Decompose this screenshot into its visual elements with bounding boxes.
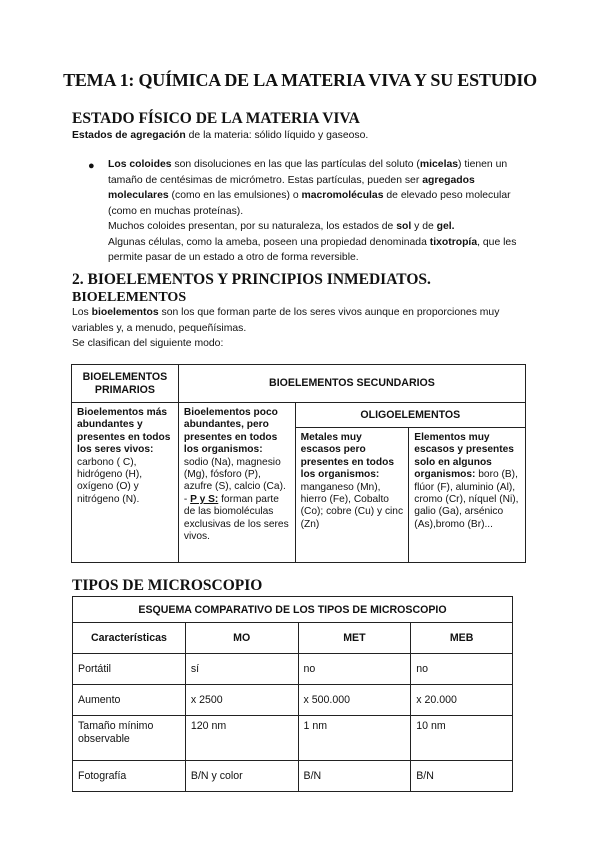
bio-text-1: Los xyxy=(72,307,92,318)
primarios-text: carbono ( C), hidrógeno (H), oxígeno (O) y nitrógeno (N). xyxy=(77,456,143,505)
cell-met: 1 nm xyxy=(298,716,411,761)
cell-meb: 10 nm xyxy=(411,716,513,761)
states-paragraph xyxy=(72,128,532,144)
cell-mo: x 2500 xyxy=(185,685,298,716)
page-title: TEMA 1: QUÍMICA DE LA MATERIA VIVA Y SU ESTUDIO xyxy=(63,70,537,90)
header-secundarios: BIOELEMENTOS SECUNDARIOS xyxy=(178,365,525,403)
metales-bold: Metales muy escasos pero presentes en todos los organismos: xyxy=(300,432,395,481)
muy-escasos-text: boro (B), flúor (F), aluminio (Al), cromo (Cr), níquel (Ni), galio (Ga), arsénico (As),bromo (Br)... xyxy=(414,469,519,530)
section-heading-microscopio: TIPOS DE MICROSCOPIO xyxy=(72,577,263,594)
row-label: Fotografía xyxy=(73,761,186,792)
coloids-paragraph xyxy=(108,157,528,266)
cell-mo: B/N y color xyxy=(185,761,298,792)
coloids-text-1: son disoluciones en las que las partículas del soluto ( xyxy=(171,159,420,170)
header-met: MET xyxy=(298,623,411,654)
table-row xyxy=(73,654,513,685)
section-heading-bioelementos: 2. BIOELEMENTOS Y PRINCIPIOS INMEDIATOS. xyxy=(72,271,431,288)
coloids-text-4: de elevado peso molecular (como en muchas proteínas). xyxy=(108,190,511,217)
ps-text: forman parte de las biomoléculas exclusivas de los seres vivos. xyxy=(183,493,289,543)
macromoleculas-bold: macromoléculas xyxy=(301,190,384,201)
cell-meb: no xyxy=(411,654,513,685)
gel-bold: gel. xyxy=(436,221,455,232)
states-text: de la materia: sólido líquido y gaseoso. xyxy=(185,130,369,141)
cell-muy-escasos xyxy=(409,428,526,563)
bio-text-2: son los que forman parte de los seres vivos aunque en proporciones muy variables y, a menudo, pequeñísimas. xyxy=(72,307,500,334)
header-meb: MEB xyxy=(411,623,513,654)
tixotropia-bold: tixotropía xyxy=(429,236,478,248)
muy-escasos-bold: Elementos muy escasos y presentes solo en algunos organismos: xyxy=(414,432,514,481)
header-mo: MO xyxy=(185,623,298,654)
cell-primarios xyxy=(72,403,179,563)
cell-meb: B/N xyxy=(411,761,513,792)
row-label: Aumento xyxy=(73,685,186,716)
table-row xyxy=(73,685,513,716)
agregados-bold: agregados moleculares xyxy=(108,174,475,201)
sol-bold: sol xyxy=(396,221,412,232)
cell-met: x 500.000 xyxy=(298,685,411,716)
ps-dash: - xyxy=(183,493,191,505)
coloids-text-5: Muchos coloides presentan, por su naturaleza, los estados de xyxy=(108,221,397,232)
subheading-bioelementos: BIOELEMENTOS xyxy=(72,290,187,305)
microscope-table xyxy=(72,596,513,792)
table-row xyxy=(73,761,513,792)
ps-bold: P y S: xyxy=(190,493,219,505)
row-label: Portátil xyxy=(73,654,186,685)
metales-text: manganeso (Mn), hierro (Fe), Cobalto (Co); cobre (Cu) y cinc (Zn) xyxy=(300,481,404,530)
cell-meb: x 20.000 xyxy=(411,685,513,716)
cell-met: B/N xyxy=(298,761,411,792)
cell-mo: sí xyxy=(185,654,298,685)
cell-poco-abundantes xyxy=(178,403,295,563)
bullet-dot: ● xyxy=(88,160,95,172)
bioelementos-paragraph xyxy=(72,305,522,352)
cell-met: no xyxy=(298,654,411,685)
cell-metales xyxy=(295,428,409,563)
bio-text-3: Se clasifican del siguiente modo: xyxy=(72,338,224,349)
coloids-text-3: (como en las emulsiones) o xyxy=(168,190,302,201)
coloids-text-8: , que les permite pasar de un estado a otro de forma reversible. xyxy=(108,236,517,263)
primarios-bold: Bioelementos más abundantes y presentes en todos los seres vivos: xyxy=(77,407,171,456)
bio-bold: bioelementos xyxy=(91,307,159,318)
header-oligoelementos: OLIGOELEMENTOS xyxy=(295,403,525,428)
header-caracteristicas: Características xyxy=(73,623,186,654)
poco-abundantes-bold: Bioelementos poco abundantes, pero presentes en todos los organismos: xyxy=(183,407,278,456)
micelas-bold: micelas xyxy=(419,159,459,170)
coloids-bold: Los coloides xyxy=(108,159,172,170)
cell-mo: 120 nm xyxy=(185,716,298,761)
poco-abundantes-text: sodio (Na), magnesio (Mg), fósforo (P), azufre (S), calcio (Ca). xyxy=(183,456,286,493)
row-label: Tamaño mínimo observable xyxy=(73,716,186,761)
header-primarios: BIOELEMENTOS PRIMARIOS xyxy=(72,365,179,403)
microscope-caption: ESQUEMA COMPARATIVO DE LOS TIPOS DE MICROSCOPIO xyxy=(73,597,513,623)
section-heading-estado-fisico: ESTADO FÍSICO DE LA MATERIA VIVA xyxy=(72,110,360,127)
bioelements-table xyxy=(71,364,526,563)
coloids-text-7: Algunas células, como la ameba, poseen una propiedad denominada xyxy=(108,236,430,248)
coloids-text-2: ) tienen un tamaño de centésimas de micrómetro. Estas partículas, pueden ser xyxy=(108,159,508,186)
coloids-text-6: y de xyxy=(411,221,437,232)
table-row xyxy=(73,716,513,761)
states-bold: Estados de agregación xyxy=(72,130,186,141)
